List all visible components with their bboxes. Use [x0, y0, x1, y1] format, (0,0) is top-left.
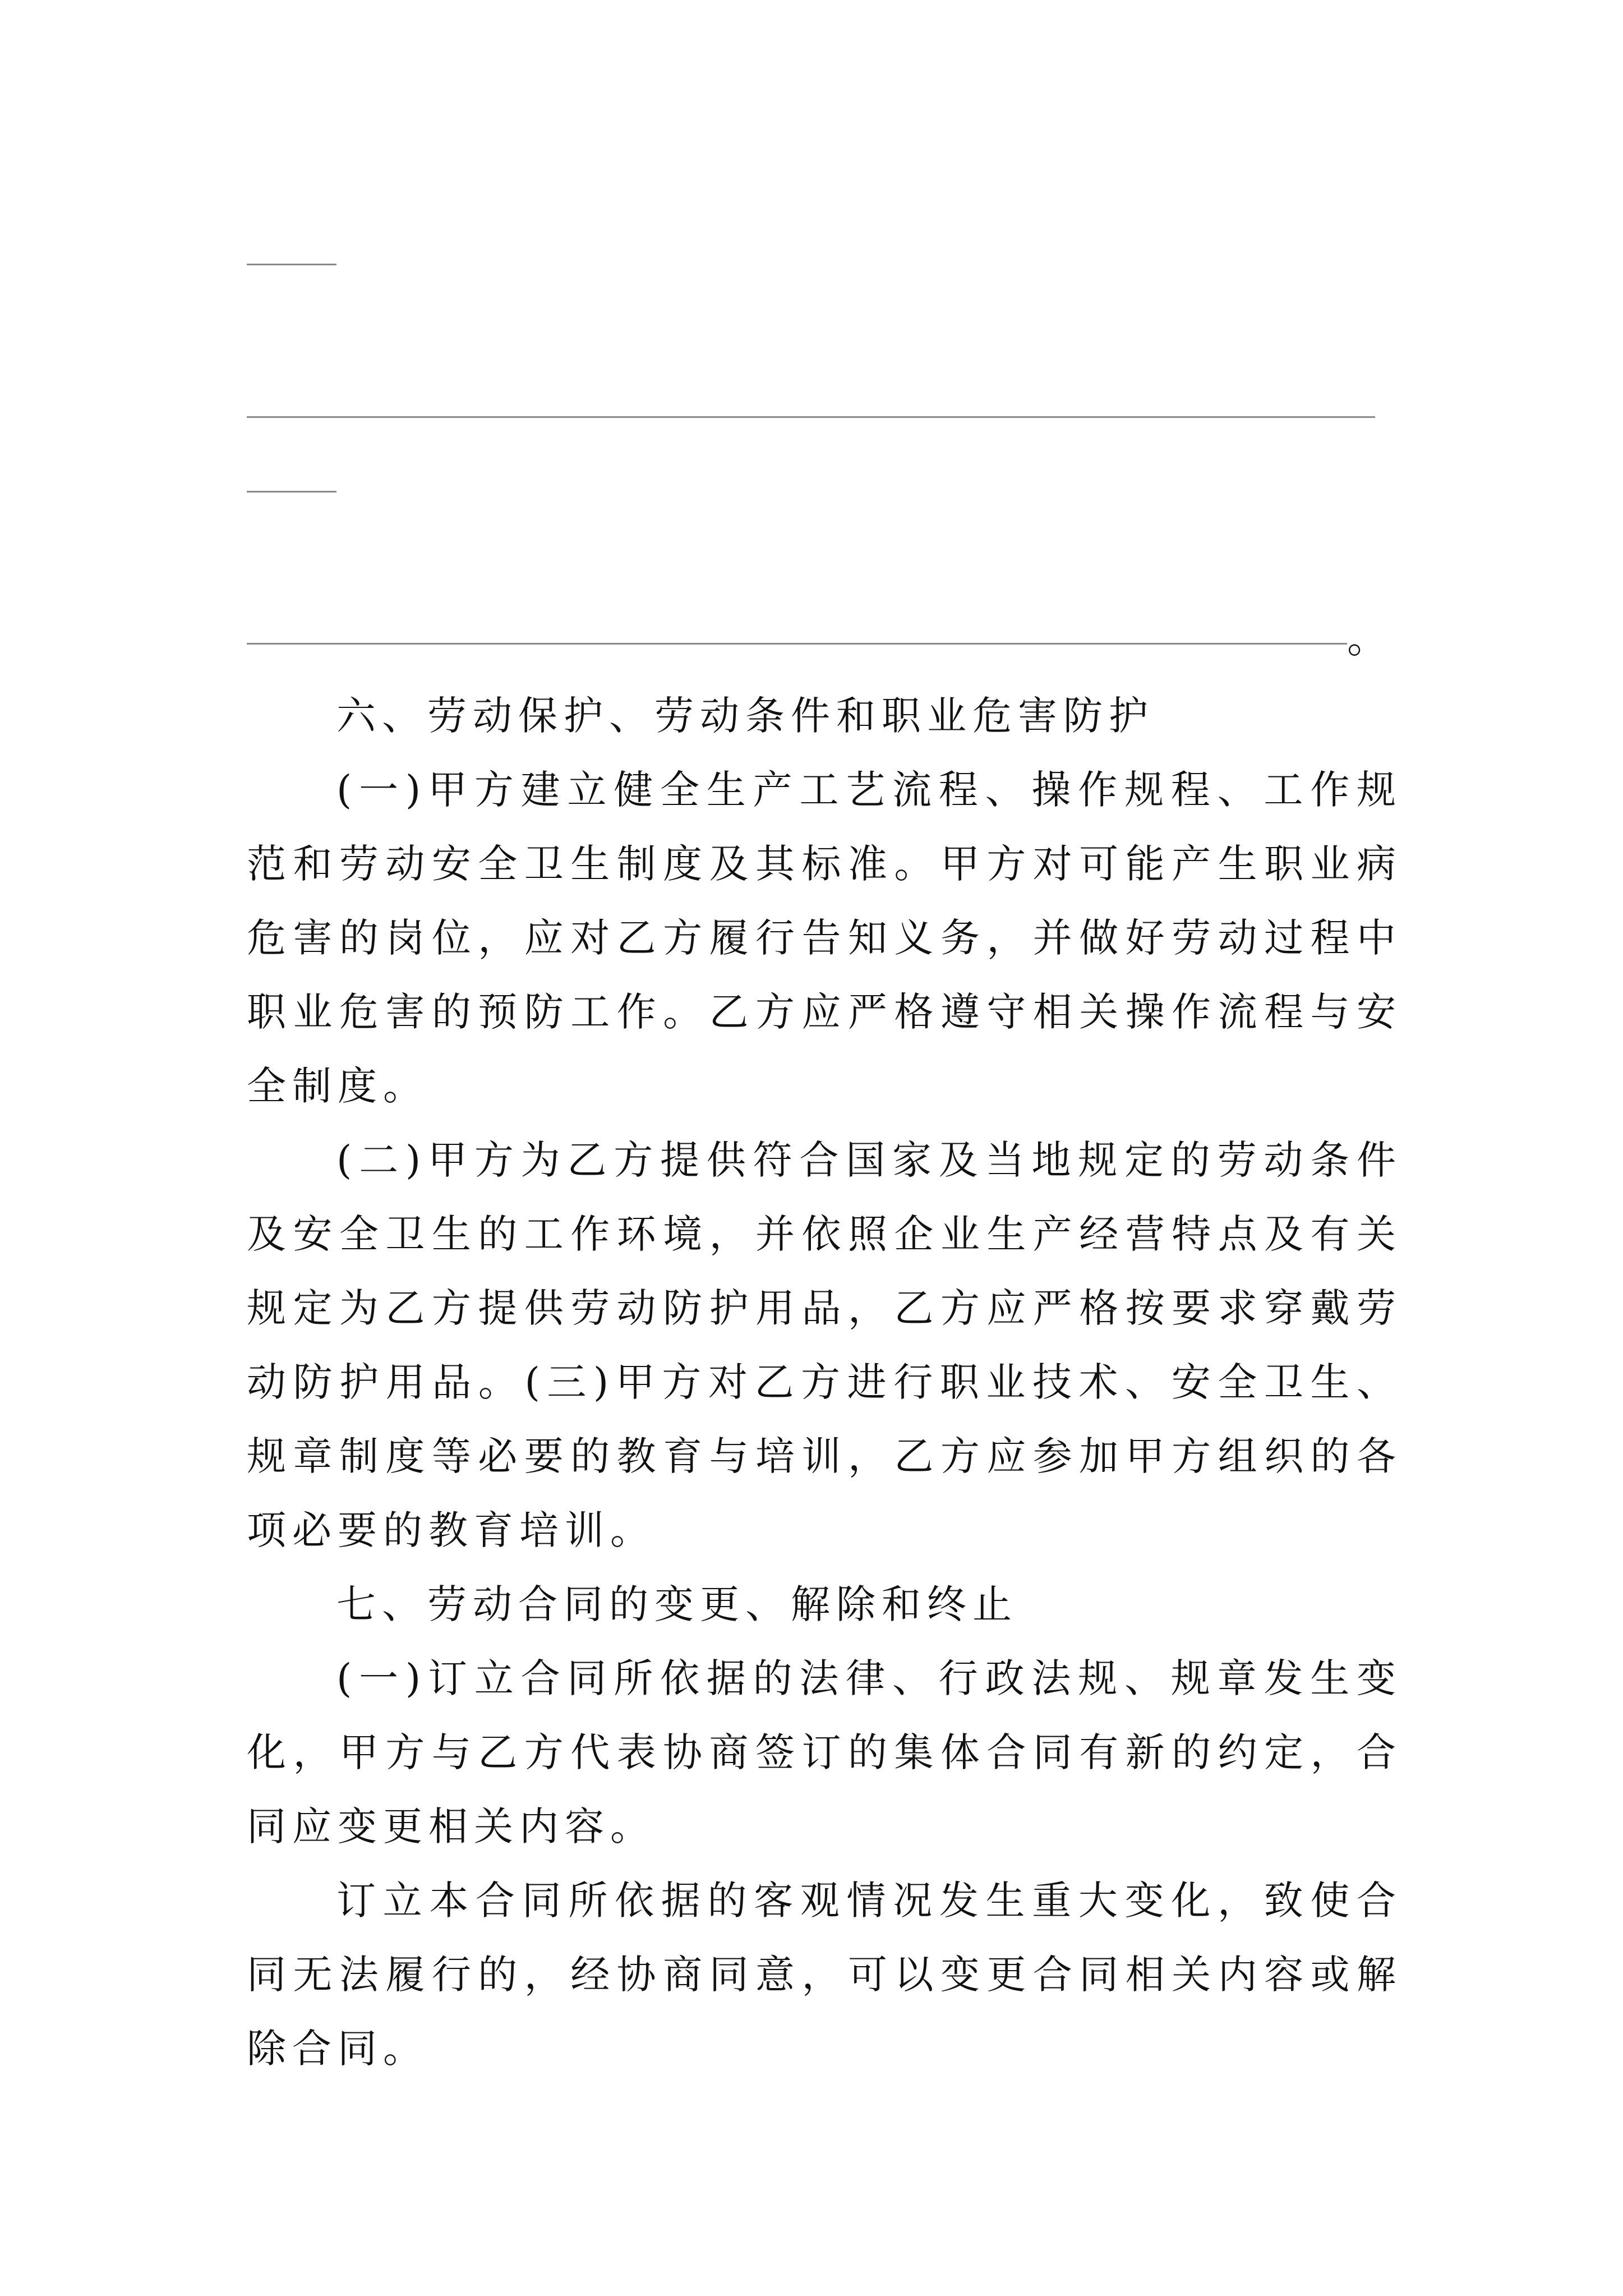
blank-line-period: 。: [1347, 615, 1388, 662]
section-6-heading: 六、劳动保护、劳动条件和职业危害防护: [336, 693, 1154, 739]
section-7-heading: 七、劳动合同的变更、解除和终止: [336, 1581, 1018, 1627]
document-body: [247, 679, 1402, 2086]
blank-line-short-1: [247, 264, 336, 265]
blank-line-long-1: [247, 416, 1375, 418]
blank-line-short-2: [247, 491, 336, 493]
section-6-item-1: (一)甲方建立健全生产工艺流程、操作规程、工作规范和劳动安全卫生制度及其标准。甲方对可能产生职业病危害的岗位，应对乙方履行告知义务，并做好劳动过程中职业危害的预防工作。乙方应严格遵守相关操作流程与安全制度。: [247, 767, 1402, 1109]
section-7-item-1: (一)订立合同所依据的法律、行政法规、规章发生变化，甲方与乙方代表协商签订的集体合同有新的约定，合同应变更相关内容。: [247, 1655, 1402, 1849]
section-7-paragraph-2: 订立本合同所依据的客观情况发生重大变化，致使合同无法履行的，经协商同意，可以变更合同相关内容或解除合同。: [247, 1878, 1402, 2072]
blank-line-long-2: [247, 643, 1347, 645]
section-6-item-2: (二)甲方为乙方提供符合国家及当地规定的劳动条件及安全卫生的工作环境，并依照企业生产经营特点及有关规定为乙方提供劳动防护用品，乙方应严格按要求穿戴劳动防护用品。(三)甲方对乙方进行职业技术、安全卫生、规章制度等必要的教育与培训，乙方应参加甲方组织的各项必要的教育培训。: [247, 1137, 1402, 1553]
